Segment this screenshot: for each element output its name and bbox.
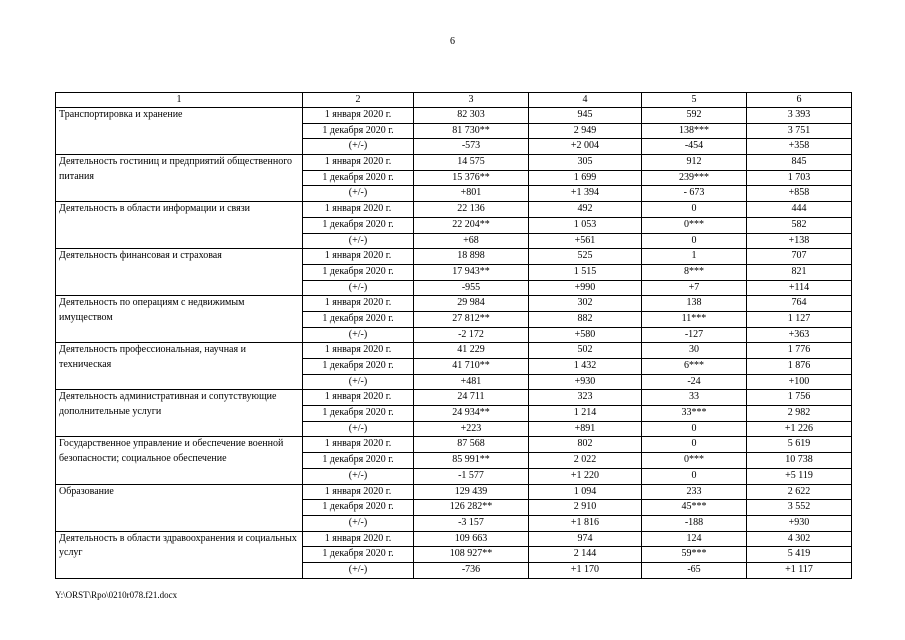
period-label: 1 января 2020 г.: [303, 484, 414, 500]
value-cell: 85 991**: [414, 453, 529, 469]
column-header-2: 2: [303, 93, 414, 108]
period-label: 1 декабря 2020 г.: [303, 170, 414, 186]
value-cell: +1 117: [747, 562, 852, 578]
value-cell: +1 394: [529, 186, 642, 202]
activity-name: Деятельность профессиональная, научная и техническая: [56, 343, 303, 390]
value-cell: 1 756: [747, 390, 852, 406]
period-label: 1 января 2020 г.: [303, 343, 414, 359]
value-cell: +5 119: [747, 468, 852, 484]
value-cell: -188: [642, 515, 747, 531]
table-row: [56, 437, 852, 453]
value-cell: 444: [747, 202, 852, 218]
value-cell: -955: [414, 280, 529, 296]
activity-name: Деятельность в области информации и связи: [56, 202, 303, 249]
value-cell: 41 710**: [414, 359, 529, 375]
value-cell: +2 004: [529, 139, 642, 155]
value-cell: 18 898: [414, 249, 529, 265]
period-label: 1 января 2020 г.: [303, 437, 414, 453]
value-cell: -2 172: [414, 327, 529, 343]
value-cell: 1 127: [747, 311, 852, 327]
value-cell: +363: [747, 327, 852, 343]
value-cell: 15 376**: [414, 170, 529, 186]
period-label: (+/-): [303, 515, 414, 531]
value-cell: 302: [529, 296, 642, 312]
value-cell: 138: [642, 296, 747, 312]
value-cell: +223: [414, 421, 529, 437]
value-cell: 1 515: [529, 264, 642, 280]
value-cell: +138: [747, 233, 852, 249]
value-cell: +580: [529, 327, 642, 343]
table-row: [56, 155, 852, 171]
period-label: 1 декабря 2020 г.: [303, 453, 414, 469]
value-cell: +68: [414, 233, 529, 249]
value-cell: 124: [642, 531, 747, 547]
statistics-table: [55, 92, 852, 579]
value-cell: 24 934**: [414, 406, 529, 422]
activity-name: Деятельность в области здравоохранения и социальных услуг: [56, 531, 303, 578]
table-row: [56, 390, 852, 406]
period-label: 1 января 2020 г.: [303, 155, 414, 171]
value-cell: 2 144: [529, 547, 642, 563]
value-cell: +561: [529, 233, 642, 249]
column-header-3: 3: [414, 93, 529, 108]
period-label: 1 декабря 2020 г.: [303, 547, 414, 563]
value-cell: +1 226: [747, 421, 852, 437]
value-cell: 525: [529, 249, 642, 265]
value-cell: -736: [414, 562, 529, 578]
value-cell: 0: [642, 437, 747, 453]
period-label: (+/-): [303, 139, 414, 155]
period-label: 1 января 2020 г.: [303, 296, 414, 312]
value-cell: 1 214: [529, 406, 642, 422]
value-cell: 129 439: [414, 484, 529, 500]
value-cell: +358: [747, 139, 852, 155]
value-cell: 1: [642, 249, 747, 265]
value-cell: 0: [642, 468, 747, 484]
value-cell: 109 663: [414, 531, 529, 547]
period-label: (+/-): [303, 374, 414, 390]
file-path-footer: Y:\ORST\Rpo\0210r078.f21.docx: [55, 590, 178, 600]
value-cell: 239***: [642, 170, 747, 186]
value-cell: 1 699: [529, 170, 642, 186]
value-cell: 582: [747, 217, 852, 233]
value-cell: 81 730**: [414, 123, 529, 139]
value-cell: 1 094: [529, 484, 642, 500]
value-cell: 764: [747, 296, 852, 312]
value-cell: -24: [642, 374, 747, 390]
value-cell: +1 816: [529, 515, 642, 531]
period-label: (+/-): [303, 327, 414, 343]
value-cell: 0: [642, 421, 747, 437]
value-cell: 802: [529, 437, 642, 453]
value-cell: 323: [529, 390, 642, 406]
value-cell: 1 776: [747, 343, 852, 359]
value-cell: +1 220: [529, 468, 642, 484]
table-row: [56, 108, 852, 124]
value-cell: 29 984: [414, 296, 529, 312]
page-number: 6: [450, 36, 455, 47]
value-cell: 2 982: [747, 406, 852, 422]
column-header-6: 6: [747, 93, 852, 108]
value-cell: 138***: [642, 123, 747, 139]
value-cell: 0: [642, 202, 747, 218]
value-cell: 87 568: [414, 437, 529, 453]
value-cell: 2 022: [529, 453, 642, 469]
value-cell: 974: [529, 531, 642, 547]
value-cell: 912: [642, 155, 747, 171]
value-cell: 8***: [642, 264, 747, 280]
value-cell: 4 302: [747, 531, 852, 547]
value-cell: 6***: [642, 359, 747, 375]
activity-name: Транспортировка и хранение: [56, 108, 303, 155]
value-cell: 22 204**: [414, 217, 529, 233]
table-row: [56, 202, 852, 218]
value-cell: -573: [414, 139, 529, 155]
value-cell: 45***: [642, 500, 747, 516]
value-cell: 2 622: [747, 484, 852, 500]
value-cell: +990: [529, 280, 642, 296]
value-cell: 11***: [642, 311, 747, 327]
value-cell: 3 393: [747, 108, 852, 124]
value-cell: +930: [529, 374, 642, 390]
activity-name: Деятельность финансовая и страховая: [56, 249, 303, 296]
value-cell: 22 136: [414, 202, 529, 218]
value-cell: +858: [747, 186, 852, 202]
value-cell: 14 575: [414, 155, 529, 171]
value-cell: +801: [414, 186, 529, 202]
activity-name: Деятельность гостиниц и предприятий общественного питания: [56, 155, 303, 202]
period-label: (+/-): [303, 233, 414, 249]
value-cell: -1 577: [414, 468, 529, 484]
value-cell: -3 157: [414, 515, 529, 531]
period-label: 1 декабря 2020 г.: [303, 264, 414, 280]
table-row: [56, 296, 852, 312]
value-cell: 108 927**: [414, 547, 529, 563]
value-cell: - 673: [642, 186, 747, 202]
period-label: (+/-): [303, 421, 414, 437]
period-label: (+/-): [303, 468, 414, 484]
value-cell: -454: [642, 139, 747, 155]
value-cell: 1 053: [529, 217, 642, 233]
period-label: 1 декабря 2020 г.: [303, 217, 414, 233]
value-cell: +114: [747, 280, 852, 296]
period-label: 1 января 2020 г.: [303, 202, 414, 218]
period-label: (+/-): [303, 280, 414, 296]
value-cell: 845: [747, 155, 852, 171]
period-label: 1 января 2020 г.: [303, 531, 414, 547]
value-cell: +1 170: [529, 562, 642, 578]
value-cell: 0***: [642, 217, 747, 233]
value-cell: 3 751: [747, 123, 852, 139]
table-row: [56, 343, 852, 359]
value-cell: 24 711: [414, 390, 529, 406]
period-label: 1 января 2020 г.: [303, 249, 414, 265]
value-cell: 233: [642, 484, 747, 500]
value-cell: 41 229: [414, 343, 529, 359]
table-body: [56, 93, 852, 579]
column-header-4: 4: [529, 93, 642, 108]
value-cell: 82 303: [414, 108, 529, 124]
activity-name: Образование: [56, 484, 303, 531]
table-row: [56, 249, 852, 265]
value-cell: 30: [642, 343, 747, 359]
activity-name: Государственное управление и обеспечение военной безопасности; социальное обеспечение: [56, 437, 303, 484]
value-cell: 0: [642, 233, 747, 249]
value-cell: 882: [529, 311, 642, 327]
period-label: 1 декабря 2020 г.: [303, 359, 414, 375]
period-label: 1 января 2020 г.: [303, 108, 414, 124]
value-cell: 502: [529, 343, 642, 359]
value-cell: +891: [529, 421, 642, 437]
value-cell: 2 910: [529, 500, 642, 516]
value-cell: 821: [747, 264, 852, 280]
value-cell: 707: [747, 249, 852, 265]
period-label: (+/-): [303, 186, 414, 202]
value-cell: 592: [642, 108, 747, 124]
value-cell: 1 432: [529, 359, 642, 375]
value-cell: 945: [529, 108, 642, 124]
value-cell: 2 949: [529, 123, 642, 139]
period-label: 1 декабря 2020 г.: [303, 406, 414, 422]
value-cell: +7: [642, 280, 747, 296]
value-cell: 3 552: [747, 500, 852, 516]
period-label: 1 января 2020 г.: [303, 390, 414, 406]
period-label: 1 декабря 2020 г.: [303, 500, 414, 516]
value-cell: 492: [529, 202, 642, 218]
activity-name: Деятельность административная и сопутствующие дополнительные услуги: [56, 390, 303, 437]
value-cell: 126 282**: [414, 500, 529, 516]
table-row: [56, 531, 852, 547]
column-header-1: 1: [56, 93, 303, 108]
value-cell: -65: [642, 562, 747, 578]
value-cell: 5 619: [747, 437, 852, 453]
period-label: (+/-): [303, 562, 414, 578]
value-cell: 305: [529, 155, 642, 171]
value-cell: 1 703: [747, 170, 852, 186]
value-cell: 17 943**: [414, 264, 529, 280]
value-cell: +930: [747, 515, 852, 531]
column-header-5: 5: [642, 93, 747, 108]
value-cell: 33: [642, 390, 747, 406]
value-cell: -127: [642, 327, 747, 343]
header-row: [56, 93, 852, 108]
activity-name: Деятельность по операциям с недвижимым имуществом: [56, 296, 303, 343]
value-cell: 5 419: [747, 547, 852, 563]
value-cell: 0***: [642, 453, 747, 469]
period-label: 1 декабря 2020 г.: [303, 123, 414, 139]
table-row: [56, 484, 852, 500]
value-cell: 1 876: [747, 359, 852, 375]
value-cell: 33***: [642, 406, 747, 422]
value-cell: 59***: [642, 547, 747, 563]
value-cell: +481: [414, 374, 529, 390]
value-cell: 10 738: [747, 453, 852, 469]
value-cell: 27 812**: [414, 311, 529, 327]
value-cell: +100: [747, 374, 852, 390]
period-label: 1 декабря 2020 г.: [303, 311, 414, 327]
